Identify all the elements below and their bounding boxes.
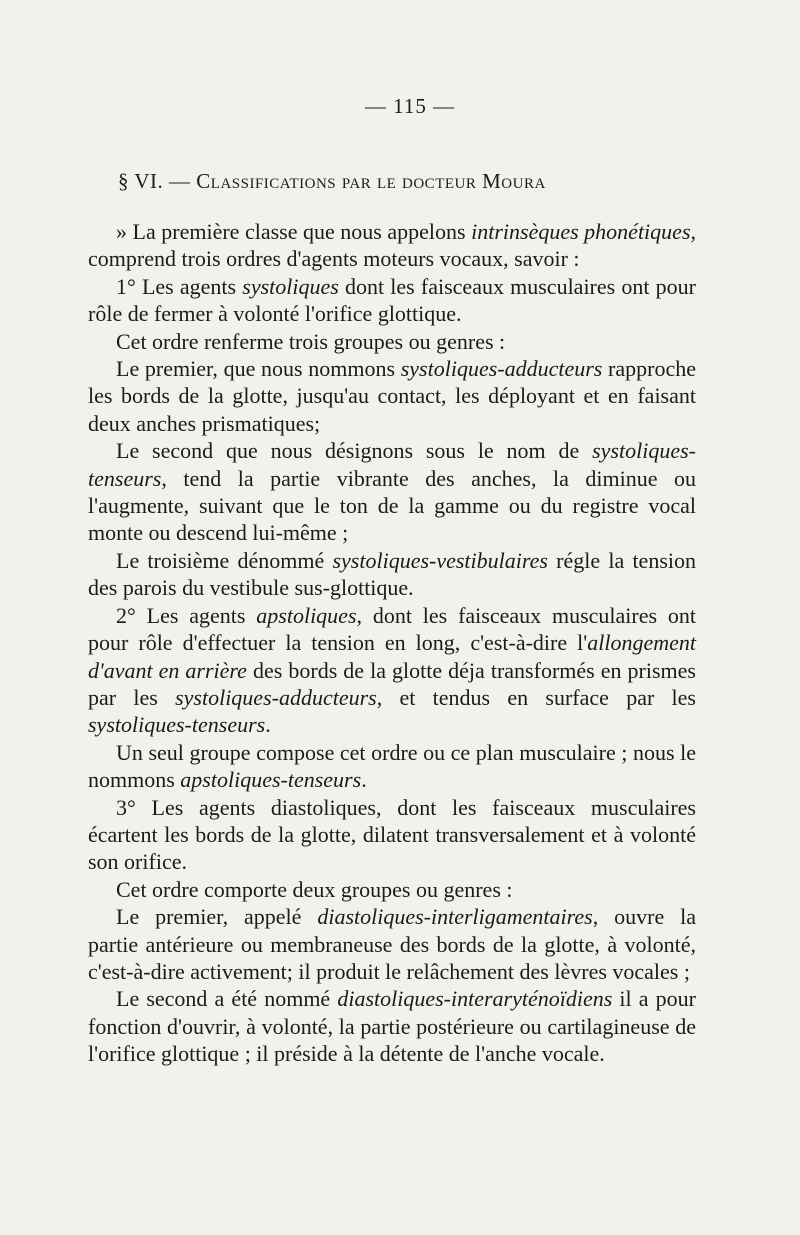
text-run: » La première classe que nous appelons [116,219,472,244]
italic-term: diastoliques-interaryténoïdiens [337,986,613,1012]
text-run: Le second a été nommé [116,986,338,1012]
italic-term: systoliques-adducteurs [175,684,377,710]
text-run: , comprend trois ordres d'agents moteurs vocaux, savoir : [88,219,696,272]
text-run: il a pour fonction d'ouvrir, à volonté, la partie postérieure ou cartilagineuse de l'orifice glottique ; il préside à la détente de l'anche vocale. [88,986,696,1067]
text-run: Le troisième dénommé [116,547,333,573]
text-run: rapproche les bords de la glotte, jusqu'au contact, les déployant et en faisant deux anches prismatiques; [88,356,696,436]
text-run: 2° Les agents [116,602,257,628]
text-run: régle la tension des parois du vestibule sus-glottique. [88,547,696,601]
paragraph [88,876,696,903]
text-run: , ouvre la partie antérieure ou membraneuse des bords de la glotte, à volonté, c'est-à-dire activement; il produit le relâchement des lèvres vocales ; [88,904,697,984]
paragraph [88,903,696,985]
text-run: Cet ordre renferme trois groupes ou genres : [116,328,506,354]
italic-term: systoliques-tenseurs [88,712,266,738]
section-title: Classifications par le docteur Moura [196,169,546,193]
body-text [88,218,696,1068]
text-run: . [265,712,271,738]
italic-term: apstoliques [256,602,357,628]
italic-term: allongement d'avant en arrière [88,630,696,683]
section-number: § VI. — [118,169,197,193]
page-number: — 115 — [364,94,456,118]
text-run: 3° Les agents diastoliques, dont les faisceaux musculaires écartent les bords de la glotte, dilatent transversalement et à volonté son orifice. [88,794,696,875]
paragraph [88,794,696,876]
paragraph [88,739,696,794]
paragraph [88,355,696,437]
text-run: Cet ordre comporte deux groupes ou genres : [116,876,513,902]
paragraph [88,437,696,547]
paragraph [88,985,696,1067]
paragraph [88,602,696,739]
italic-term: systoliques-tenseurs [88,438,696,491]
text-run: . [361,767,367,793]
text-run: , et tendus en surface par les [376,684,696,710]
italic-term: apstoliques-tenseurs [180,767,362,793]
text-run: Le premier, que nous nommons [116,356,401,382]
text-run: des bords de la glotte déja transformés en prismes par les [88,657,696,710]
paragraph [88,547,696,602]
text-run: Un seul groupe compose cet ordre ou ce plan musculaire ; nous le nommons [88,739,696,793]
paragraph [88,218,696,273]
paragraph [88,328,696,355]
italic-term: intrinsèques phonétiques [471,219,691,244]
text-run: Le premier, appelé [116,904,318,930]
text-run: , dont les faisceaux musculaires ont pour rôle d'effectuer la tension en long, c'est-à-dire l' [88,602,696,656]
italic-term: systoliques-adducteurs [400,356,603,382]
italic-term: systoliques-vestibulaires [332,547,548,573]
text-run: Le second que nous désignons sous le nom de [116,438,593,464]
paragraph [88,273,696,328]
text-run: dont les faisceaux musculaires ont pour rôle de fermer à volonté l'orifice glottique. [88,273,696,327]
text-run: , tend la partie vibrante des anches, la diminue ou l'augmente, suivant que le ton de la gamme ou du registre vocal monte ou descend lui-même ; [88,465,696,546]
italic-term: systoliques [242,273,339,299]
section-heading [118,169,696,194]
text-run: 1° Les agents [116,273,243,299]
italic-term: diastoliques-interligamentaires [317,904,593,930]
